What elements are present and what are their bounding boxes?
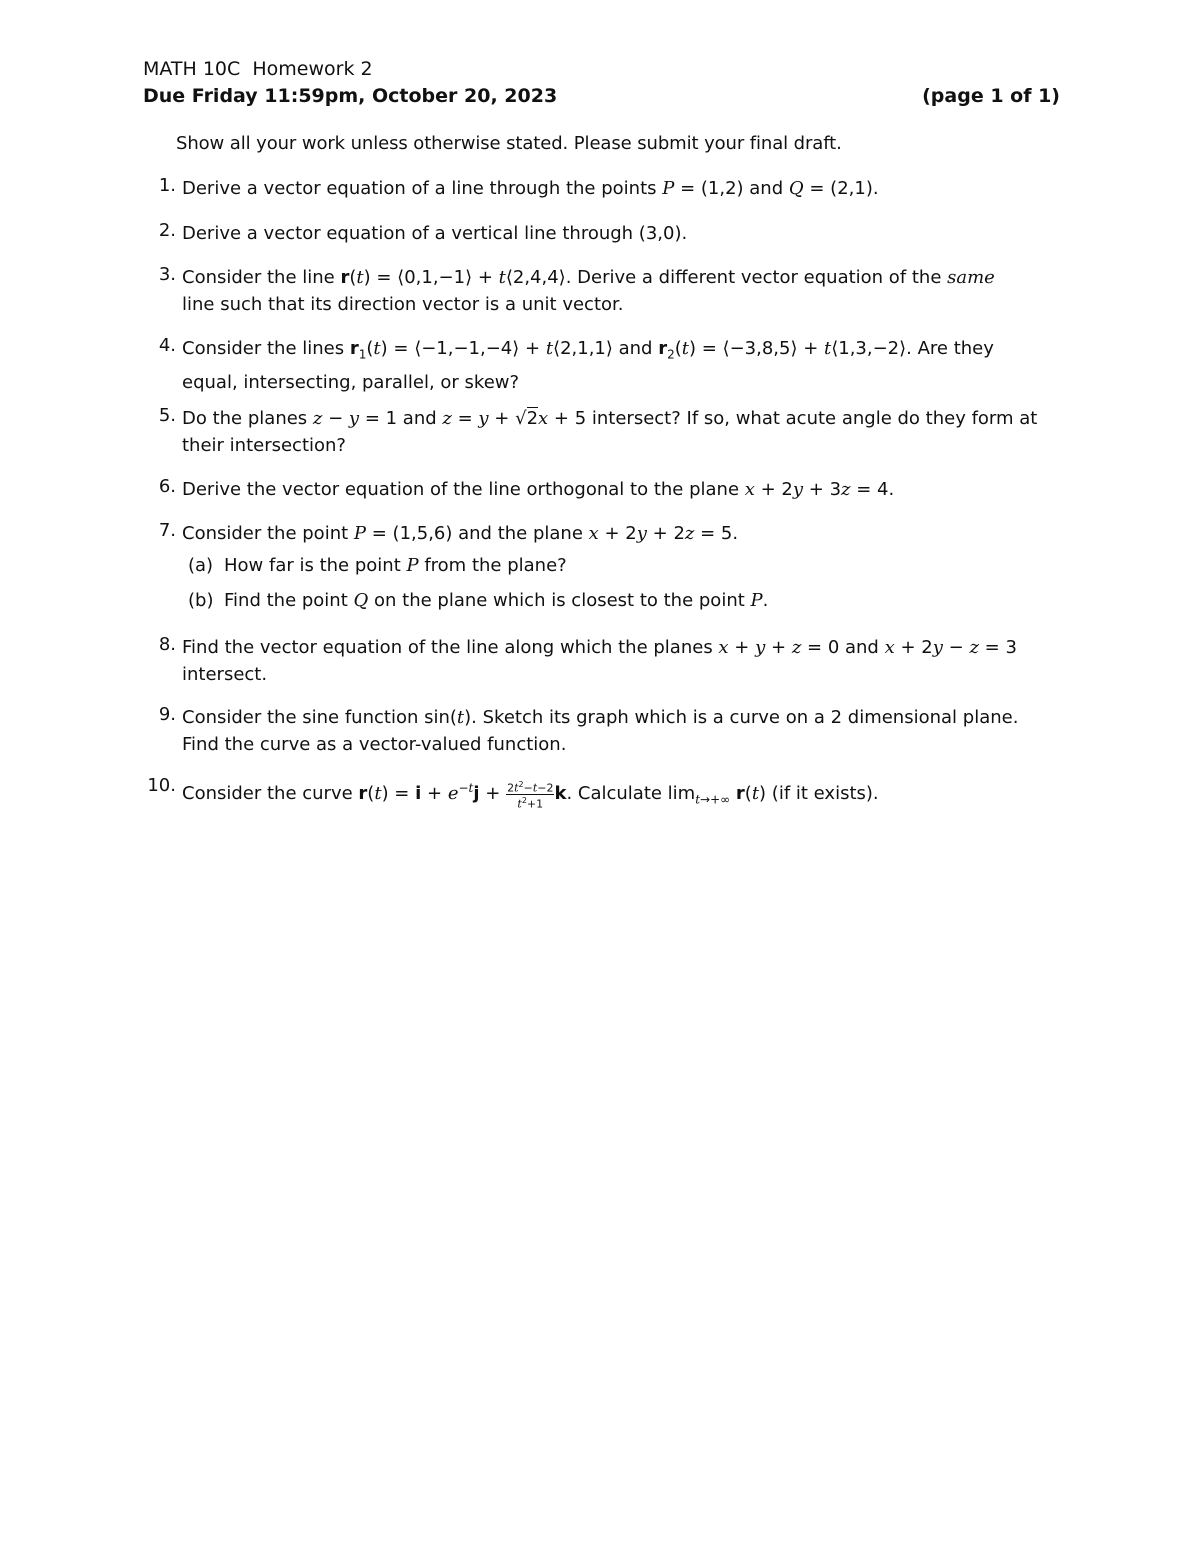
question-text: Derive the vector equation of the line orthogonal to the plane x + 2y + 3z = 4.: [182, 479, 895, 500]
question-number: 2.: [158, 220, 176, 241]
question-text: Consider the lines $r_1(t)$ = ⟨−1,−1,−4⟩ + t⟨2,1,1⟩ and $r_2(t)$ = ⟨−3,8,5⟩ + t⟨1,3,−2⟩. Are they equal, intersecting, parallel, or skew?: [182, 338, 994, 393]
question-number: 8.: [158, 634, 176, 655]
part-label: (a): [188, 555, 214, 576]
question-number: 5.: [158, 405, 176, 426]
instructions: Show all your work unless otherwise stated. Please submit your final draft.: [176, 133, 842, 154]
question-text: Do the planes z − y = 1 and z = y + √2x + 5 intersect? If so, what acute angle do they form at their intersection?: [182, 408, 1038, 456]
question-text: Find the vector equation of the line along which the planes x + y + z = 0 and x + 2y − z = 3 intersect.: [182, 637, 1017, 685]
question-number: 4.: [158, 335, 176, 356]
due-date: Due Friday 11:59pm, October 20, 2023: [143, 85, 558, 107]
question-number: 7.: [158, 520, 176, 541]
question-number: 3.: [158, 264, 176, 285]
part-text: How far is the point P from the plane?: [224, 555, 567, 576]
fraction: $\frac{2t^2-t-2}{t^2+1}$: [507, 779, 554, 811]
page-indicator: (page 1 of 1): [922, 85, 1060, 107]
question-text: Consider the curve $r(t) = i + e^{-t}j$ + $\frac{2t^2-t-2}{t^2+1}$ k. Calculate $\lim_{t\to+\infty} r(t)$ (if it exists).: [182, 779, 879, 811]
part-text: Find the point Q on the plane which is closest to the point P.: [224, 590, 769, 611]
question-number: 1.: [158, 175, 176, 196]
course-title: MATH 10C Homework 2: [143, 58, 373, 80]
question-text: Derive a vector equation of a vertical line through (3,0).: [182, 223, 688, 244]
question-number: 10.: [147, 775, 176, 796]
question-text: Consider the point P = (1,5,6) and the plane x + 2y + 2z = 5.: [182, 523, 739, 544]
question-number: 6.: [158, 476, 176, 497]
question-text: Consider the line r(t) = ⟨0,1,−1⟩ + t⟨2,4,4⟩. Derive a different vector equation of the same line such that its direction vector is a unit vector.: [182, 267, 995, 315]
question-text: Consider the sine function sin(t). Sketch its graph which is a curve on a 2 dimensional plane. Find the curve as a vector-valued function.: [182, 707, 1019, 755]
question-number: 9.: [158, 704, 176, 725]
question-text: Derive a vector equation of a line through the points P = (1,2) and Q = (2,1).: [182, 178, 879, 199]
part-label: (b): [188, 590, 214, 611]
